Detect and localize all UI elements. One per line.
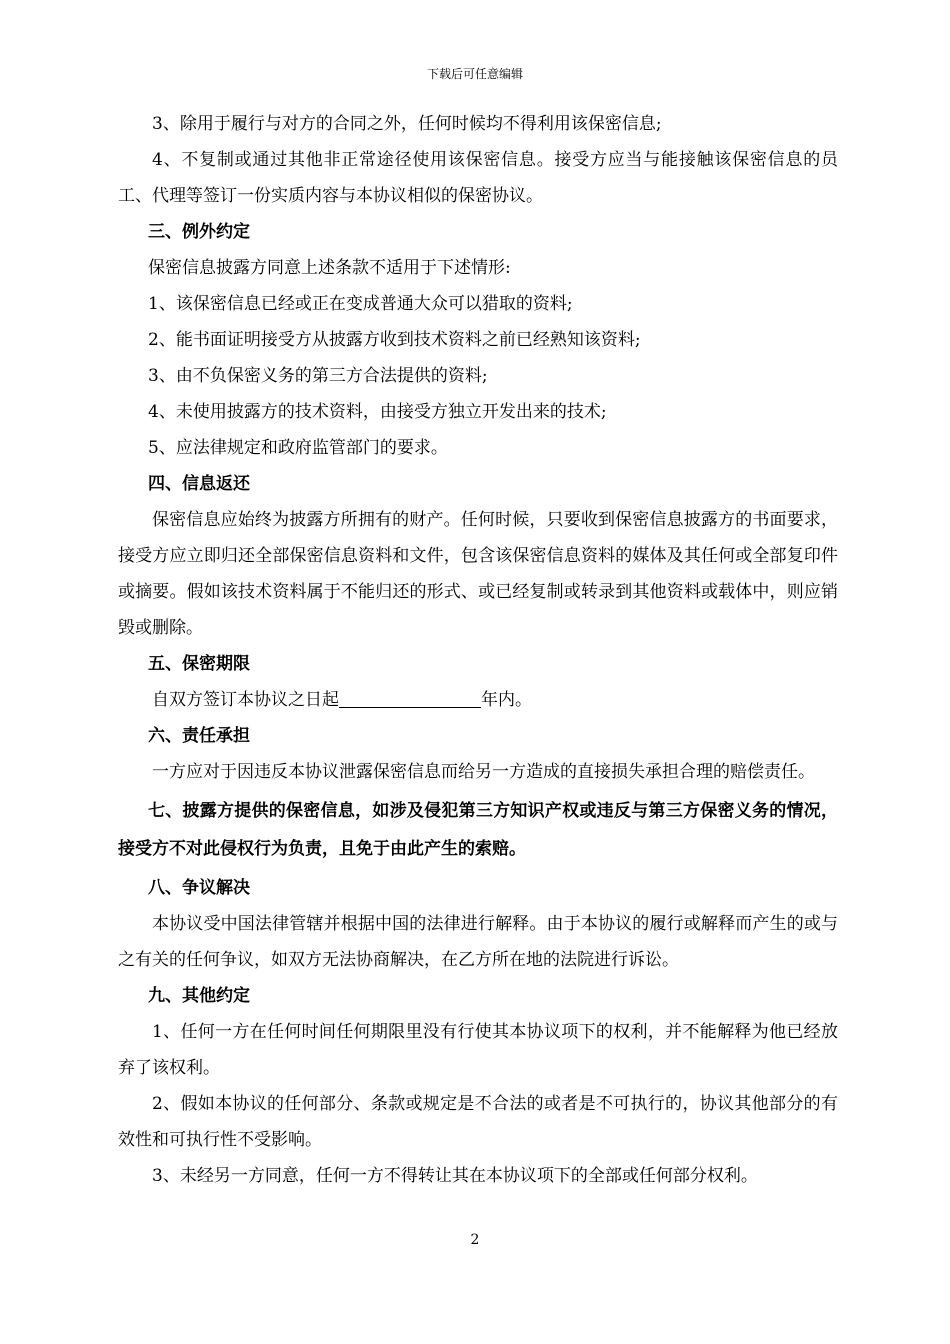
clause-paragraph: 本协议受中国法律管辖并根据中国的法律进行解释。由于本协议的履行或解释而产生的或与之有关的任何争议，如双方无法协商解决，在乙方所在地的法院进行诉讼。 — [118, 914, 838, 970]
section-heading: 四、信息返还 — [148, 474, 250, 494]
clause-paragraph: 保密信息应始终为披露方所拥有的财产。任何时候，只要收到保密信息披露方的书面要求，接受方应立即归还全部保密信息资料和文件，包含该保密信息资料的媒体及其任何或全部复印件或摘要。假如该技术资料属于不能归还的形式、或已经复制或转录到其他资料或载体中，则应销毁或删除。 — [118, 510, 838, 638]
section-heading: 三、例外约定 — [148, 222, 250, 242]
term-paragraph — [118, 682, 838, 718]
clause-paragraph: 4、不复制或通过其他非正常途径使用该保密信息。接受方应当与能接触该保密信息的员工、代理等签订一份实质内容与本协议相似的保密协议。 — [118, 150, 838, 206]
clause-paragraph: 3、除用于履行与对方的合同之外，任何时候均不得利用该保密信息; — [152, 114, 662, 134]
section-heading: 五、保密期限 — [148, 654, 250, 674]
clause-paragraph: 保密信息披露方同意上述条款不适用于下述情形: — [148, 258, 511, 278]
page-number: 2 — [470, 1232, 480, 1248]
clause-paragraph: 1、该保密信息已经或正在变成普通大众可以猎取的资料; — [148, 294, 573, 314]
document-body — [118, 106, 838, 1194]
term-text-after: 年内。 — [481, 690, 532, 710]
fill-in-blank[interactable] — [339, 689, 481, 708]
header-note: 下载后可任意编辑 — [426, 67, 523, 81]
section-heading: 九、其他约定 — [148, 986, 250, 1006]
clause-paragraph: 2、能书面证明接受方从披露方收到技术资料之前已经熟知该资料; — [148, 330, 641, 350]
clause-paragraph: 3、未经另一方同意，任何一方不得转让其在本协议项下的全部或任何部分权利。 — [152, 1166, 758, 1186]
section-heading: 六、责任承担 — [148, 726, 250, 746]
term-text-before: 自双方签订本协议之日起 — [152, 690, 339, 710]
clause-paragraph: 5、应法律规定和政府监管部门的要求。 — [148, 438, 448, 458]
section-heading-bold: 七、披露方提供的保密信息，如涉及侵犯第三方知识产权或违反与第三方保密义务的情况，接受方不对此侵权行为负责，且免于由此产生的索赔。 — [118, 801, 838, 859]
clause-paragraph: 4、未使用披露方的技术资料，由接受方独立开发出来的技术; — [148, 402, 607, 422]
section-heading: 八、争议解决 — [148, 878, 250, 898]
clause-paragraph: 3、由不负保密义务的第三方合法提供的资料; — [148, 366, 488, 386]
clause-paragraph: 2、假如本协议的任何部分、条款或规定是不合法的或者是不可执行的，协议其他部分的有效性和可执行性不受影响。 — [118, 1094, 838, 1150]
clause-paragraph: 1、任何一方在任何时间任何期限里没有行使其本协议项下的权利，并不能解释为他已经放弃了该权利。 — [118, 1022, 838, 1078]
clause-paragraph: 一方应对于因违反本协议泄露保密信息而给另一方造成的直接损失承担合理的赔偿责任。 — [152, 762, 815, 782]
